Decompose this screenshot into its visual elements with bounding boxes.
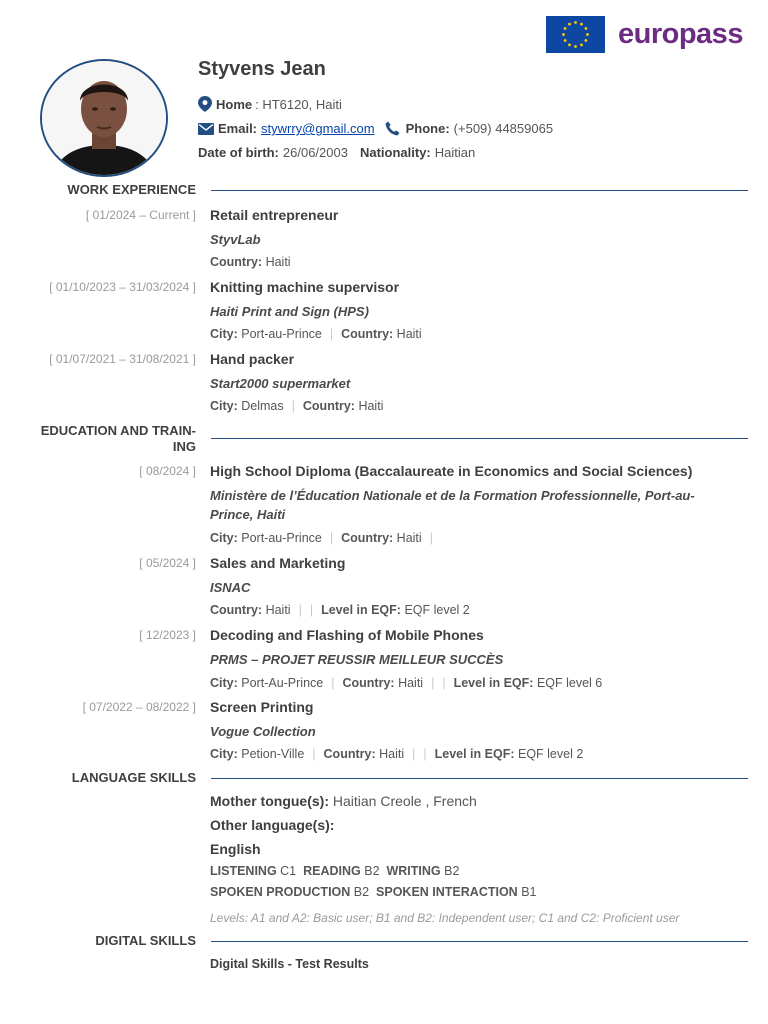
profile-photo — [40, 59, 168, 177]
education-location: City: Port-Au-Prince | Country: Haiti | | Level in EQF: EQF level 6 — [210, 676, 603, 690]
spoken-interaction-value: B1 — [521, 885, 537, 899]
home-label: Home — [216, 96, 253, 112]
education-section-title — [0, 423, 196, 455]
work-location: City: Delmas | Country: Haiti — [210, 399, 384, 413]
eqf-value: EQF level 6 — [536, 676, 603, 690]
phone-label: Phone: — [405, 121, 450, 136]
city-label: City: — [210, 399, 238, 413]
language-section-divider — [211, 778, 748, 779]
europass-logo — [546, 16, 743, 53]
education-title: High School Diploma (Baccalaureate in Economics and Social Sciences) — [210, 463, 693, 479]
education-date: [ 08/2024 ] — [139, 464, 196, 478]
education-title: Screen Printing — [210, 699, 314, 715]
listening-value: C1 — [280, 864, 297, 878]
candidate-name: Styvens Jean — [198, 58, 326, 80]
city-value: Port-Au-Prince — [241, 676, 324, 690]
phone-icon — [385, 121, 400, 136]
email-label: Email: — [218, 121, 258, 136]
work-date: [ 01/07/2021 – 31/08/2021 ] — [49, 352, 196, 366]
email-link[interactable]: stywrry@gmail.com — [261, 121, 375, 136]
education-institution: Vogue Collection — [210, 724, 316, 739]
country-value: Haiti — [398, 676, 424, 690]
country-label: Country: — [341, 531, 394, 545]
work-section-divider — [211, 190, 748, 191]
mother-tongue-value: Haitian Creole , French — [332, 793, 477, 809]
country-value: Haiti — [379, 747, 405, 761]
work-location: City: Port-au-Prince | Country: Haiti — [210, 327, 422, 341]
education-institution — [210, 486, 695, 524]
education-title: Sales and Marketing — [210, 555, 346, 571]
nationality-label: Nationality: — [359, 145, 431, 160]
location-pin-icon — [198, 96, 212, 112]
work-date: [ 01/2024 – Current ] — [85, 208, 196, 222]
digital-section-title: DIGITAL SKILLS — [95, 933, 196, 948]
eqf-value: EQF level 2 — [517, 747, 584, 761]
education-location: Country: Haiti | | Level in EQF: EQF level 2 — [210, 603, 470, 617]
writing-label: WRITING — [386, 864, 441, 878]
brand-name: europass — [618, 18, 743, 50]
country-value: Haiti — [265, 603, 291, 617]
spoken-production-label: SPOKEN PRODUCTION — [210, 885, 351, 899]
dob-label: Date of birth: — [198, 145, 279, 160]
mother-tongue-label: Mother tongue(s): — [210, 793, 329, 809]
language-name: English — [210, 841, 261, 857]
work-title: Knitting machine supervisor — [210, 279, 400, 295]
eqf-label: Level in EQF: — [453, 676, 534, 690]
education-title-line1: EDUCATION AND TRAIN- — [40, 423, 196, 438]
phone-value: (+509) 44859065 — [453, 121, 554, 136]
institution-line2: Prince, Haiti — [210, 507, 286, 522]
home-row — [198, 96, 342, 112]
other-languages-label: Other language(s): — [210, 817, 335, 833]
education-date: [ 05/2024 ] — [139, 556, 196, 570]
spoken-production-value: B2 — [353, 885, 370, 899]
country-value: Haiti — [358, 399, 384, 413]
country-label: Country: — [302, 399, 355, 413]
city-label: City: — [210, 327, 238, 341]
country-value: Haiti — [265, 255, 291, 269]
eqf-label: Level in EQF: — [434, 747, 515, 761]
nationality-value: Haitian — [434, 145, 476, 160]
education-section-divider — [211, 438, 748, 439]
education-title-line2: ING — [172, 439, 196, 454]
eu-flag-icon — [546, 16, 605, 53]
work-title: Hand packer — [210, 351, 295, 367]
personal-row — [198, 145, 475, 160]
mother-tongue — [210, 793, 477, 809]
contact-row — [198, 121, 553, 136]
country-label: Country: — [341, 327, 394, 341]
education-date: [ 12/2023 ] — [139, 628, 196, 642]
city-label: City: — [210, 747, 238, 761]
email-icon — [198, 123, 214, 135]
education-location: City: Port-au-Prince | Country: Haiti | — [210, 531, 433, 545]
education-location: City: Petion-Ville | Country: Haiti | | Level in EQF: EQF level 2 — [210, 747, 584, 761]
language-skills-row2 — [210, 885, 537, 899]
digital-section-divider — [211, 941, 748, 942]
work-section-title: WORK EXPERIENCE — [67, 182, 196, 197]
listening-label: LISTENING — [210, 864, 277, 878]
writing-value: B2 — [444, 864, 460, 878]
reading-label: READING — [303, 864, 361, 878]
country-value: Haiti — [396, 531, 422, 545]
levels-note: Levels: A1 and A2: Basic user; B1 and B2: Independent user; C1 and C2: Proficient user — [210, 911, 680, 925]
reading-value: B2 — [364, 864, 380, 878]
work-location — [210, 255, 291, 269]
spoken-interaction-label: SPOKEN INTERACTION — [376, 885, 518, 899]
institution-line1: Ministère de l’Éducation Nationale et de la Formation Professionnelle, Port-au- — [210, 488, 695, 503]
city-value: Delmas — [241, 399, 284, 413]
work-employer: Start2000 supermarket — [210, 376, 351, 391]
country-label: Country: — [210, 603, 263, 617]
eqf-label: Level in EQF: — [321, 603, 401, 617]
country-label: Country: — [210, 255, 263, 269]
education-institution: PRMS – PROJET REUSSIR MEILLEUR SUCCÈS — [210, 652, 504, 667]
language-skills-row1 — [210, 864, 459, 878]
country-label: Country: — [342, 676, 395, 690]
city-value: Port-au-Prince — [241, 327, 322, 341]
education-date: [ 07/2022 – 08/2022 ] — [82, 700, 196, 714]
work-title: Retail entrepreneur — [210, 207, 339, 223]
city-label: City: — [210, 531, 238, 545]
country-label: Country: — [323, 747, 376, 761]
education-institution: ISNAC — [210, 580, 251, 595]
work-employer: Haiti Print and Sign (HPS) — [210, 304, 369, 319]
city-label: City: — [210, 676, 238, 690]
education-title: Decoding and Flashing of Mobile Phones — [210, 627, 484, 643]
language-section-title: LANGUAGE SKILLS — [71, 770, 196, 785]
work-employer: StyvLab — [210, 232, 261, 247]
digital-skills-test-results: Digital Skills - Test Results — [210, 957, 369, 971]
eqf-value: EQF level 2 — [404, 603, 470, 617]
city-value: Petion-Ville — [241, 747, 305, 761]
work-date: [ 01/10/2023 – 31/03/2024 ] — [49, 280, 196, 294]
country-value: Haiti — [396, 327, 422, 341]
city-value: Port-au-Prince — [241, 531, 322, 545]
home-value: : HT6120, Haiti — [255, 96, 342, 112]
dob-value: 26/06/2003 — [282, 145, 348, 160]
